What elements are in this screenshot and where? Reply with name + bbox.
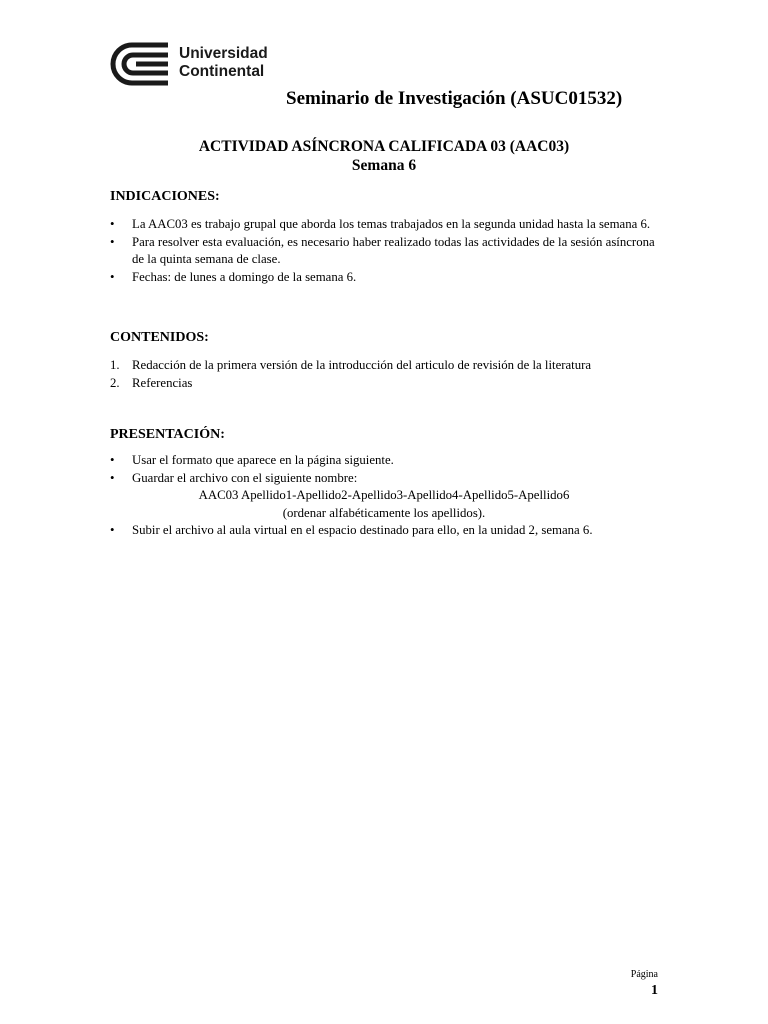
continental-logo-icon bbox=[108, 42, 170, 86]
list-item-text: Redacción de la primera versión de la introducción del articulo de revisión de la literatura bbox=[132, 358, 592, 372]
list-item bbox=[110, 216, 658, 234]
week-title: Semana 6 bbox=[351, 157, 417, 174]
bullet-icon: • bbox=[110, 453, 115, 467]
activity-title-block bbox=[108, 137, 660, 175]
list-item bbox=[110, 452, 658, 470]
activity-title: ACTIVIDAD ASÍNCRONA CALIFICADA 03 (AAC03) bbox=[198, 138, 570, 155]
list-item-text: Para resolver esta evaluación, es necesario haber realizado todas las actividades de la sesión asíncrona de la quinta semana de clase. bbox=[132, 234, 655, 266]
indicaciones-heading: INDICACIONES: bbox=[110, 189, 220, 204]
list-item bbox=[110, 269, 658, 287]
logo-line-1: Universidad bbox=[179, 45, 268, 62]
list-number: 2. bbox=[110, 375, 120, 390]
bullet-icon: • bbox=[110, 523, 115, 537]
filename-format: AAC03 Apellido1-Apellido2-Apellido3-Apellido4-Apellido5-Apellido6 bbox=[198, 488, 570, 502]
bullet-icon: • bbox=[110, 217, 115, 231]
presentacion-heading: PRESENTACIÓN: bbox=[110, 427, 225, 442]
list-item bbox=[110, 234, 658, 269]
contenidos-list bbox=[110, 357, 658, 392]
list-item-text: Fechas: de lunes a domingo de la semana 6. bbox=[132, 269, 357, 284]
bullet-icon: • bbox=[110, 269, 115, 284]
page-label: Página bbox=[630, 969, 658, 980]
list-item-text: Usar el formato que aparece en la página siguiente. bbox=[132, 453, 394, 467]
list-item-text: La AAC03 es trabajo grupal que aborda los temas trabajados en la segunda unidad hasta la semana 6. bbox=[132, 217, 651, 231]
bullet-icon: • bbox=[110, 470, 115, 485]
list-item bbox=[110, 470, 658, 523]
list-item bbox=[110, 357, 658, 375]
list-item-text: Subir el archivo al aula virtual en el espacio destinado para ello, en la unidad 2, semana 6. bbox=[132, 523, 593, 537]
contenidos-heading: CONTENIDOS: bbox=[110, 330, 209, 345]
list-item bbox=[110, 375, 658, 393]
list-number: 1. bbox=[110, 358, 120, 372]
list-item bbox=[110, 522, 658, 540]
bullet-icon: • bbox=[110, 234, 115, 249]
logo-line-2: Continental bbox=[179, 63, 265, 80]
indicaciones-list bbox=[110, 216, 658, 286]
list-item-text: Referencias bbox=[132, 375, 193, 390]
filename-note: (ordenar alfabéticamente los apellidos). bbox=[282, 505, 486, 520]
page-number: 1 bbox=[651, 983, 658, 998]
list-item-text: Guardar el archivo con el siguiente nombre: bbox=[132, 470, 358, 485]
course-title: Seminario de Investigación (ASUC01532) bbox=[286, 88, 623, 109]
presentacion-list bbox=[110, 452, 658, 540]
